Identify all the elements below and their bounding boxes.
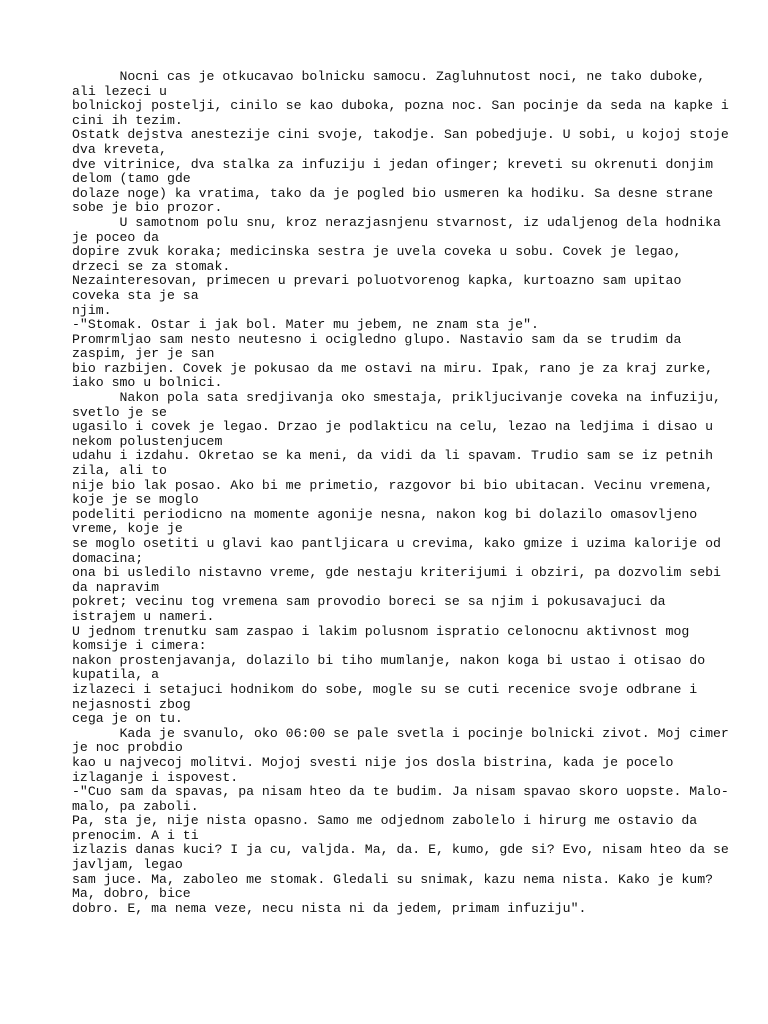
text-line: Pa, sta je, nije nista opasno. Samo me odjednom zabolelo i hirurg me ostavio da	[72, 813, 698, 829]
text-line: cini ih tezim.	[72, 112, 183, 128]
text-line: cega je on tu.	[72, 711, 183, 727]
text-line: Promrmljao sam nesto neutesno i ocigledno glupo. Nastavio sam da se trudim da	[72, 331, 682, 347]
text-line: dolaze noge) ka vratima, tako da je pogled bio usmeren ka hodiku. Sa desne strane	[72, 185, 714, 201]
text-line: istrajem u nameri.	[72, 608, 215, 624]
text-line: delom (tamo gde	[72, 171, 191, 187]
text-line: nije bio lak posao. Ako bi me primetio, razgovor bi bio ubitacan. Vecinu vremena,	[72, 477, 714, 493]
text-line: -"Stomak. Ostar i jak bol. Mater mu jebem, ne znam sta je".	[72, 317, 539, 333]
text-line: ali lezeci u	[72, 83, 167, 99]
text-line: zaspim, jer je san	[72, 346, 215, 362]
text-line: iako smo u bolnici.	[72, 375, 223, 391]
text-line: javljam, legao	[72, 857, 183, 873]
text-line: je poceo da	[72, 229, 160, 245]
text-line: njim.	[72, 302, 112, 318]
text-line: zila, ali to	[72, 463, 167, 479]
text-line: udahu i izdahu. Okretao se ka meni, da vidi da li spavam. Trudio sam se iz petnih	[72, 448, 714, 464]
text-line: Nakon pola sata sredjivanja oko smestaja, prikljucivanje coveka na infuziju,	[72, 390, 721, 406]
text-line: izlazeci i setajuci hodnikom do sobe, mogle su se cuti recenice svoje odbrane i	[72, 681, 698, 697]
text-line: podeliti periodicno na momente agonije nesna, nakon kog bi dolazilo omasovljeno	[72, 506, 698, 522]
text-line: kupatila, a	[72, 667, 160, 683]
text-line: malo, pa zaboli.	[72, 798, 199, 814]
text-line: sam juce. Ma, zaboleo me stomak. Gledali su snimak, kazu nema nista. Kako je kum?	[72, 871, 714, 887]
text-line: U jednom trenutku sam zaspao i lakim polusnom ispratio celonocnu aktivnost mog	[72, 623, 690, 639]
text-line: izlaganje i ispovest.	[72, 769, 239, 785]
text-line: dva kreveta,	[72, 141, 167, 157]
text-line: izlazis danas kuci? I ja cu, valjda. Ma, da. E, kumo, gde si? Evo, nisam hteo da se	[72, 842, 729, 858]
text-line: kao u najvecoj molitvi. Mojoj svesti nije jos dosla bistrina, kada je pocelo	[72, 754, 674, 770]
text-line: svetlo je se	[72, 404, 167, 420]
text-line: dopire zvuk koraka; medicinska sestra je uvela coveka u sobu. Covek je legao,	[72, 244, 682, 260]
document-body	[72, 69, 729, 916]
text-line: se moglo osetiti u glavi kao pantljicara u crevima, kako gmize i uzima kalorije od	[72, 536, 721, 551]
text-line: ona bi usledilo nistavno vreme, gde nestaju kriterijumi i obziri, pa dozvolim sebi	[72, 565, 721, 581]
text-line: Kada je svanulo, oko 06:00 se pale svetla i pocinje bolnicki zivot. Moj cimer	[72, 725, 729, 741]
text-line: dve vitrinice, dva stalka za infuziju i jedan ofinger; kreveti su okrenuti donjim	[72, 156, 714, 172]
text-line: Ostatk dejstva anestezije cini svoje, takodje. San pobedjuje. U sobi, u kojoj stoje	[72, 127, 729, 143]
text-line: prenocim. A i ti	[72, 827, 199, 843]
text-line: da napravim	[72, 579, 160, 595]
text-line: coveka sta je sa	[72, 287, 199, 303]
text-line: Nocni cas je otkucavao bolnicku samocu. Zagluhnutost noci, ne tako duboke,	[72, 69, 706, 84]
text-line: nejasnosti zbog	[72, 696, 191, 712]
text-line: -"Cuo sam da spavas, pa nisam hteo da te budim. Ja nisam spavao skoro uopste. Malo-	[72, 784, 729, 800]
text-line: bolnickoj postelji, cinilo se kao duboka, pozna noc. San pocinje da seda na kapke i	[72, 98, 729, 114]
text-line: nakon prostenjavanja, dolazilo bi tiho mumlanje, nakon koga bi ustao i otisao do	[72, 652, 706, 668]
text-line: Nezainteresovan, primecen u prevari poluotvorenog kapka, kurtoazno sam upitao	[72, 273, 682, 289]
text-line: sobe je bio prozor.	[72, 200, 223, 216]
text-line: pokret; vecinu tog vremena sam provodio boreci se sa njim i pokusavajuci da	[72, 594, 666, 610]
text-line: komsije i cimera:	[72, 638, 207, 654]
text-line: drzeci se za stomak.	[72, 258, 231, 274]
text-line: domacina;	[72, 550, 144, 566]
text-line: vreme, koje je	[72, 521, 183, 537]
text-line: bio razbijen. Covek je pokusao da me ostavi na miru. Ipak, rano je za kraj zurke,	[72, 360, 714, 376]
text-line: je noc probdio	[72, 740, 183, 756]
text-line: U samotnom polu snu, kroz nerazjasnjenu stvarnost, iz udaljenog dela hodnika	[72, 214, 721, 230]
text-line: dobro. E, ma nema veze, necu nista ni da jedem, primam infuziju".	[72, 900, 587, 916]
text-line: koje je se moglo	[72, 492, 199, 508]
text-line: ugasilo i covek je legao. Drzao je podlakticu na celu, lezao na ledjima i disao u	[72, 419, 714, 435]
text-line: nekom polustenjucem	[72, 433, 223, 449]
text-line: Ma, dobro, bice	[72, 886, 191, 902]
